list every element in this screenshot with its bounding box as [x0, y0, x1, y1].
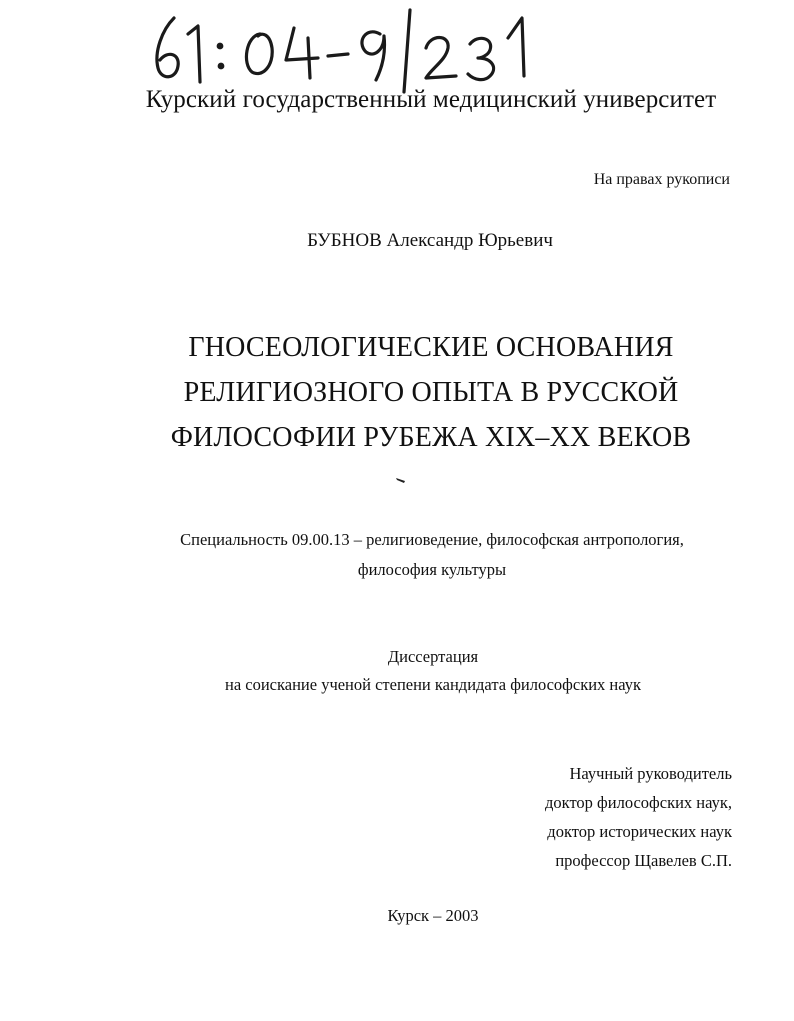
- title-line: РЕЛИГИОЗНОГО ОПЫТА В РУССКОЙ: [183, 377, 679, 408]
- handwritten-archive-code: [148, 4, 548, 96]
- degree-line: на соискание ученой степени кандидата философских наук: [224, 675, 641, 694]
- handwritten-archive-code-drawing: [148, 4, 548, 96]
- specialty-statement: [0, 525, 794, 585]
- title-line: ГНОСЕОЛОГИЧЕСКИЕ ОСНОВАНИЯ: [188, 332, 674, 363]
- dissertation-title: [0, 325, 794, 460]
- specialty-line: Специальность 09.00.13 – религиоведение, философская антропология,: [180, 530, 684, 549]
- supervisor-line: Научный руководитель: [569, 764, 732, 783]
- author-name: БУБНОВ Александр Юрьевич: [307, 230, 553, 251]
- supervisor-line: доктор исторических наук: [547, 822, 732, 841]
- title-line: ФИЛОСОФИИ РУБЕЖА XIX–XX ВЕКОВ: [170, 422, 692, 453]
- ink-speck: [396, 477, 406, 483]
- manuscript-rights-note: На правах рукописи: [593, 171, 730, 188]
- dissertation-label: Диссертация: [387, 647, 479, 666]
- supervisor-line: профессор Щавелев С.П.: [555, 851, 732, 870]
- scientific-supervisor: [545, 759, 732, 875]
- dissertation-degree: [0, 643, 794, 699]
- specialty-line: философия культуры: [357, 560, 507, 579]
- university-name: Курский государственный медицинский университет: [145, 86, 717, 113]
- supervisor-line: доктор философских наук,: [545, 793, 732, 812]
- city-and-year: Курск – 2003: [387, 906, 479, 925]
